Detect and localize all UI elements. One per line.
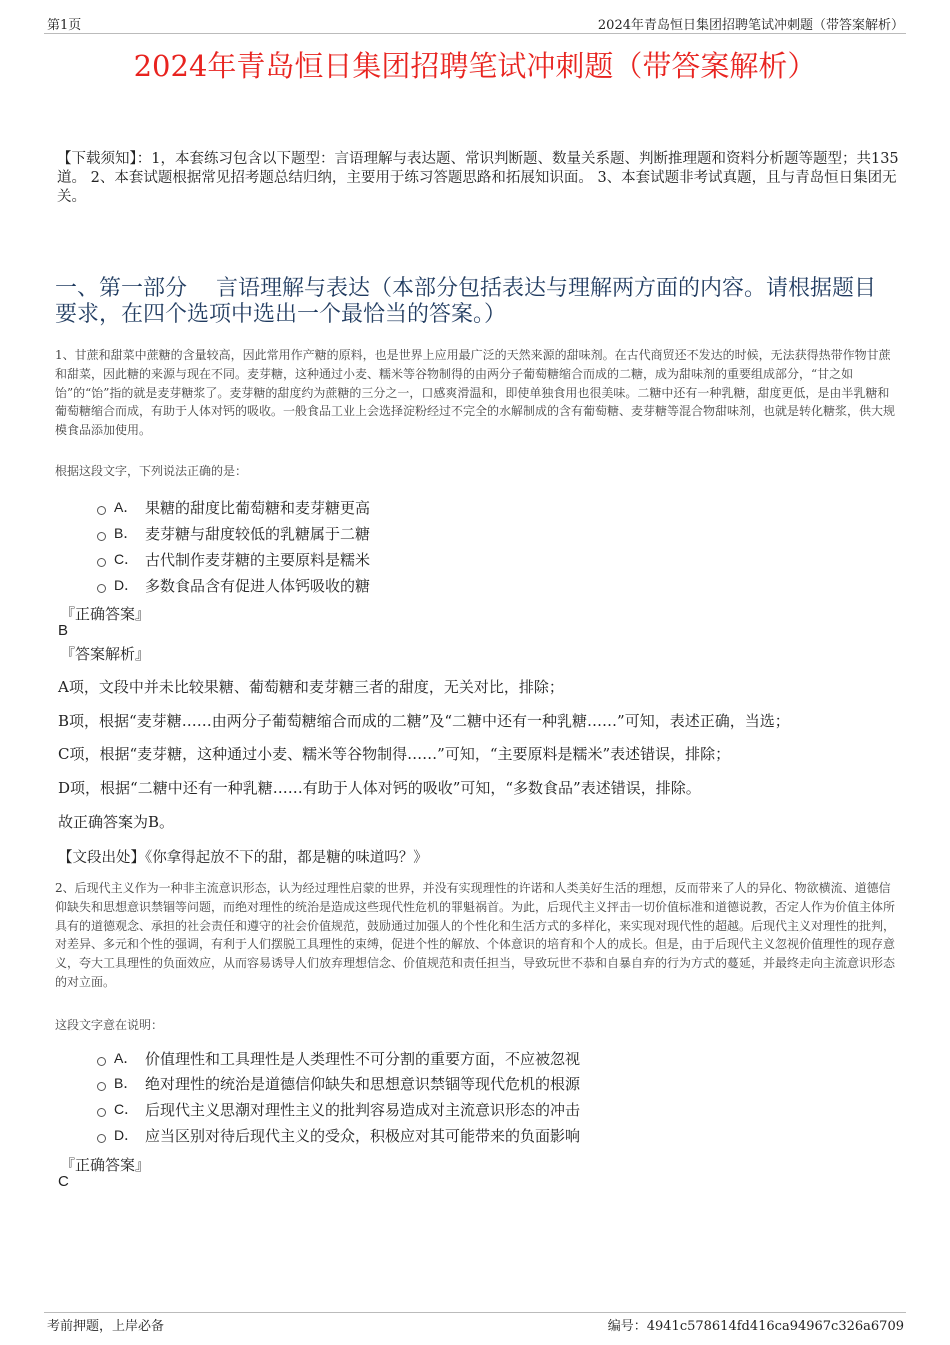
option-text: 应当区别对待后现代主义的受众，积极应对其可能带来的负面影响	[145, 1126, 581, 1145]
q1-analysis-b: B项，根据“麦芽糖……由两分子葡萄糖缩合而成的二糖”及“二糖中还有一种乳糖……”可知，表述正确，当选；	[58, 712, 790, 730]
question-1-passage: 1、甘蔗和甜菜中蔗糖的含量较高，因此常用作产糖的原料，也是世界上应用最广泛的天然来源的甜味剂。在古代商贸还不发达的时候，无法获得热带作物甘蔗和甜菜，因此糖的来源与现在不同。麦芽糖，这种通过小麦、糯米等谷物制得的由两分子葡萄糖缩合而成的二糖，成为甜味剂的重要组成部分，“甘之如饴”的“饴”指的就是麦芽糖浆了。麦芽糖的甜度约为蔗糖的三分之一，口感爽滑温和，即使单独食用也很美味。二糖中还有一种乳糖，甜度更低，是由半乳糖和葡萄糖缩合而成，有助于人体对钙的吸收。一般食品工业上会选择淀粉经过不完全的水解制成的含有葡萄糖、麦芽糖等混合物甜味剂，也就是转化糖浆，供大规模食品添加使用。	[55, 348, 896, 438]
document-title: 2024年青岛恒日集团招聘笔试冲刺题（带答案解析）	[133, 49, 817, 83]
option-letter: D．	[114, 1127, 139, 1143]
option-text: 多数食品含有促进人体钙吸收的糖	[145, 576, 371, 595]
radio-icon[interactable]	[97, 1108, 106, 1117]
q1-analysis-d: D项，根据“二糖中还有一种乳糖……有助于人体对钙的吸收”可知，“多数食品”表述错误，排除。	[58, 779, 701, 797]
page-number: 第1页	[47, 18, 82, 33]
q1-option-d[interactable]	[97, 575, 370, 595]
q1-option-c[interactable]	[97, 549, 370, 569]
q1-analysis-a: A项，文段中并未比较果糖、葡萄糖和麦芽糖三者的甜度，无关对比，排除；	[58, 678, 564, 696]
q1-analysis-c: C项，根据“麦芽糖，这种通过小麦、糯米等谷物制得……”可知，“主要原料是糯米”表述错误，排除；	[58, 745, 731, 763]
header-divider	[44, 33, 906, 34]
radio-icon[interactable]	[97, 532, 106, 541]
question-1-prompt: 根据这段文字，下列说法正确的是：	[55, 464, 248, 478]
question-2-passage: 2、后现代主义作为一种非主流意识形态，认为经过理性启蒙的世界，并没有实现理性的许诺和人类美好生活的理想，反而带来了人的异化、物欲横流、道德信仰缺失和思想意识禁锢等问题，而绝对理性的统治是造成这些现代性危机的罪魁祸首。为此，后现代主义抨击一切价值标准和道德说教，否定人作为价值主体所具有的道德观念、承担的社会责任和遵守的社会价值规范，鼓励通过加强人的个性化和生活方式的多样化，来实现对现代性的超越。后现代主义对理性的批判，对差异、多元和个性的强调，有利于人们摆脱工具理性的束缚，促进个性的解放、个体意识的培育和个人的成长。但是，由于后现代主义忽视价值理性的现存意义，夸大工具理性的负面效应，从而容易诱导人们放弃理想信念、价值规范和责任担当，导致玩世不恭和自暴自弃的行为方式的蔓延，并最终走向主流意识形态的对立面。	[55, 881, 896, 989]
section-title: 一、第一部分 言语理解与表达（本部分包括表达与理解两方面的内容。请根据题目要求，在四个选项中选出一个最恰当的答案。）	[55, 276, 876, 327]
q2-option-a[interactable]	[97, 1048, 580, 1068]
option-letter: A．	[114, 499, 138, 515]
question-2-prompt: 这段文字意在说明：	[55, 1018, 164, 1032]
q1-analysis-conclusion: 故正确答案为B。	[58, 813, 175, 831]
radio-icon[interactable]	[97, 584, 106, 593]
radio-icon[interactable]	[97, 558, 106, 567]
analysis-label: 『答案解析』	[60, 645, 151, 663]
q1-option-a[interactable]	[97, 497, 370, 517]
q2-option-c[interactable]	[97, 1099, 580, 1119]
option-text: 麦芽糖与甜度较低的乳糖属于二糖	[145, 524, 371, 543]
footer-slogan: 考前押题，上岸必备	[47, 1319, 165, 1334]
q1-source: 【文段出处】《你拿得起放不下的甜，都是糖的味道吗？》	[58, 850, 428, 866]
q1-option-b[interactable]	[97, 523, 370, 543]
option-letter: A．	[114, 1050, 138, 1066]
radio-icon[interactable]	[97, 1134, 106, 1143]
option-text: 古代制作麦芽糖的主要原料是糯米	[145, 550, 371, 569]
header-doc-title: 2024年青岛恒日集团招聘笔试冲刺题（带答案解析）	[597, 18, 904, 33]
radio-icon[interactable]	[97, 1057, 106, 1066]
radio-icon[interactable]	[97, 1082, 106, 1091]
footer-serial: 编号：4941c578614fd416ca94967c326a6709	[607, 1319, 904, 1334]
download-notice: 【下载须知】：1，本套练习包含以下题型：言语理解与表达题、常识判断题、数量关系题、判断推理题和资料分析题等题型；共135道。 2、本套试题根据常见招考题总结归纳，主要用于练习答题思路和拓展知识面。 3、本套试题非考试真题，且与青岛恒日集团无关。	[57, 151, 899, 205]
option-text: 绝对理性的统治是道德信仰缺失和思想意识禁锢等现代危机的根源	[145, 1074, 581, 1093]
radio-icon[interactable]	[97, 506, 106, 515]
q2-option-b[interactable]	[97, 1073, 580, 1093]
q2-answer: C	[58, 1173, 69, 1190]
option-letter: C．	[114, 1101, 139, 1117]
option-letter: D．	[114, 577, 139, 593]
footer-divider	[44, 1312, 906, 1313]
correct-answer-label: 『正确答案』	[60, 605, 151, 623]
option-letter: B．	[114, 525, 138, 541]
option-text: 果糖的甜度比葡萄糖和麦芽糖更高	[145, 498, 371, 517]
option-text: 后现代主义思潮对理性主义的批判容易造成对主流意识形态的冲击	[145, 1100, 581, 1119]
q1-answer: B	[58, 622, 69, 639]
option-letter: B．	[114, 1075, 138, 1091]
q2-option-d[interactable]	[97, 1125, 580, 1145]
option-letter: C．	[114, 551, 139, 567]
correct-answer-label: 『正确答案』	[60, 1156, 151, 1174]
option-text: 价值理性和工具理性是人类理性不可分割的重要方面，不应被忽视	[145, 1049, 581, 1068]
